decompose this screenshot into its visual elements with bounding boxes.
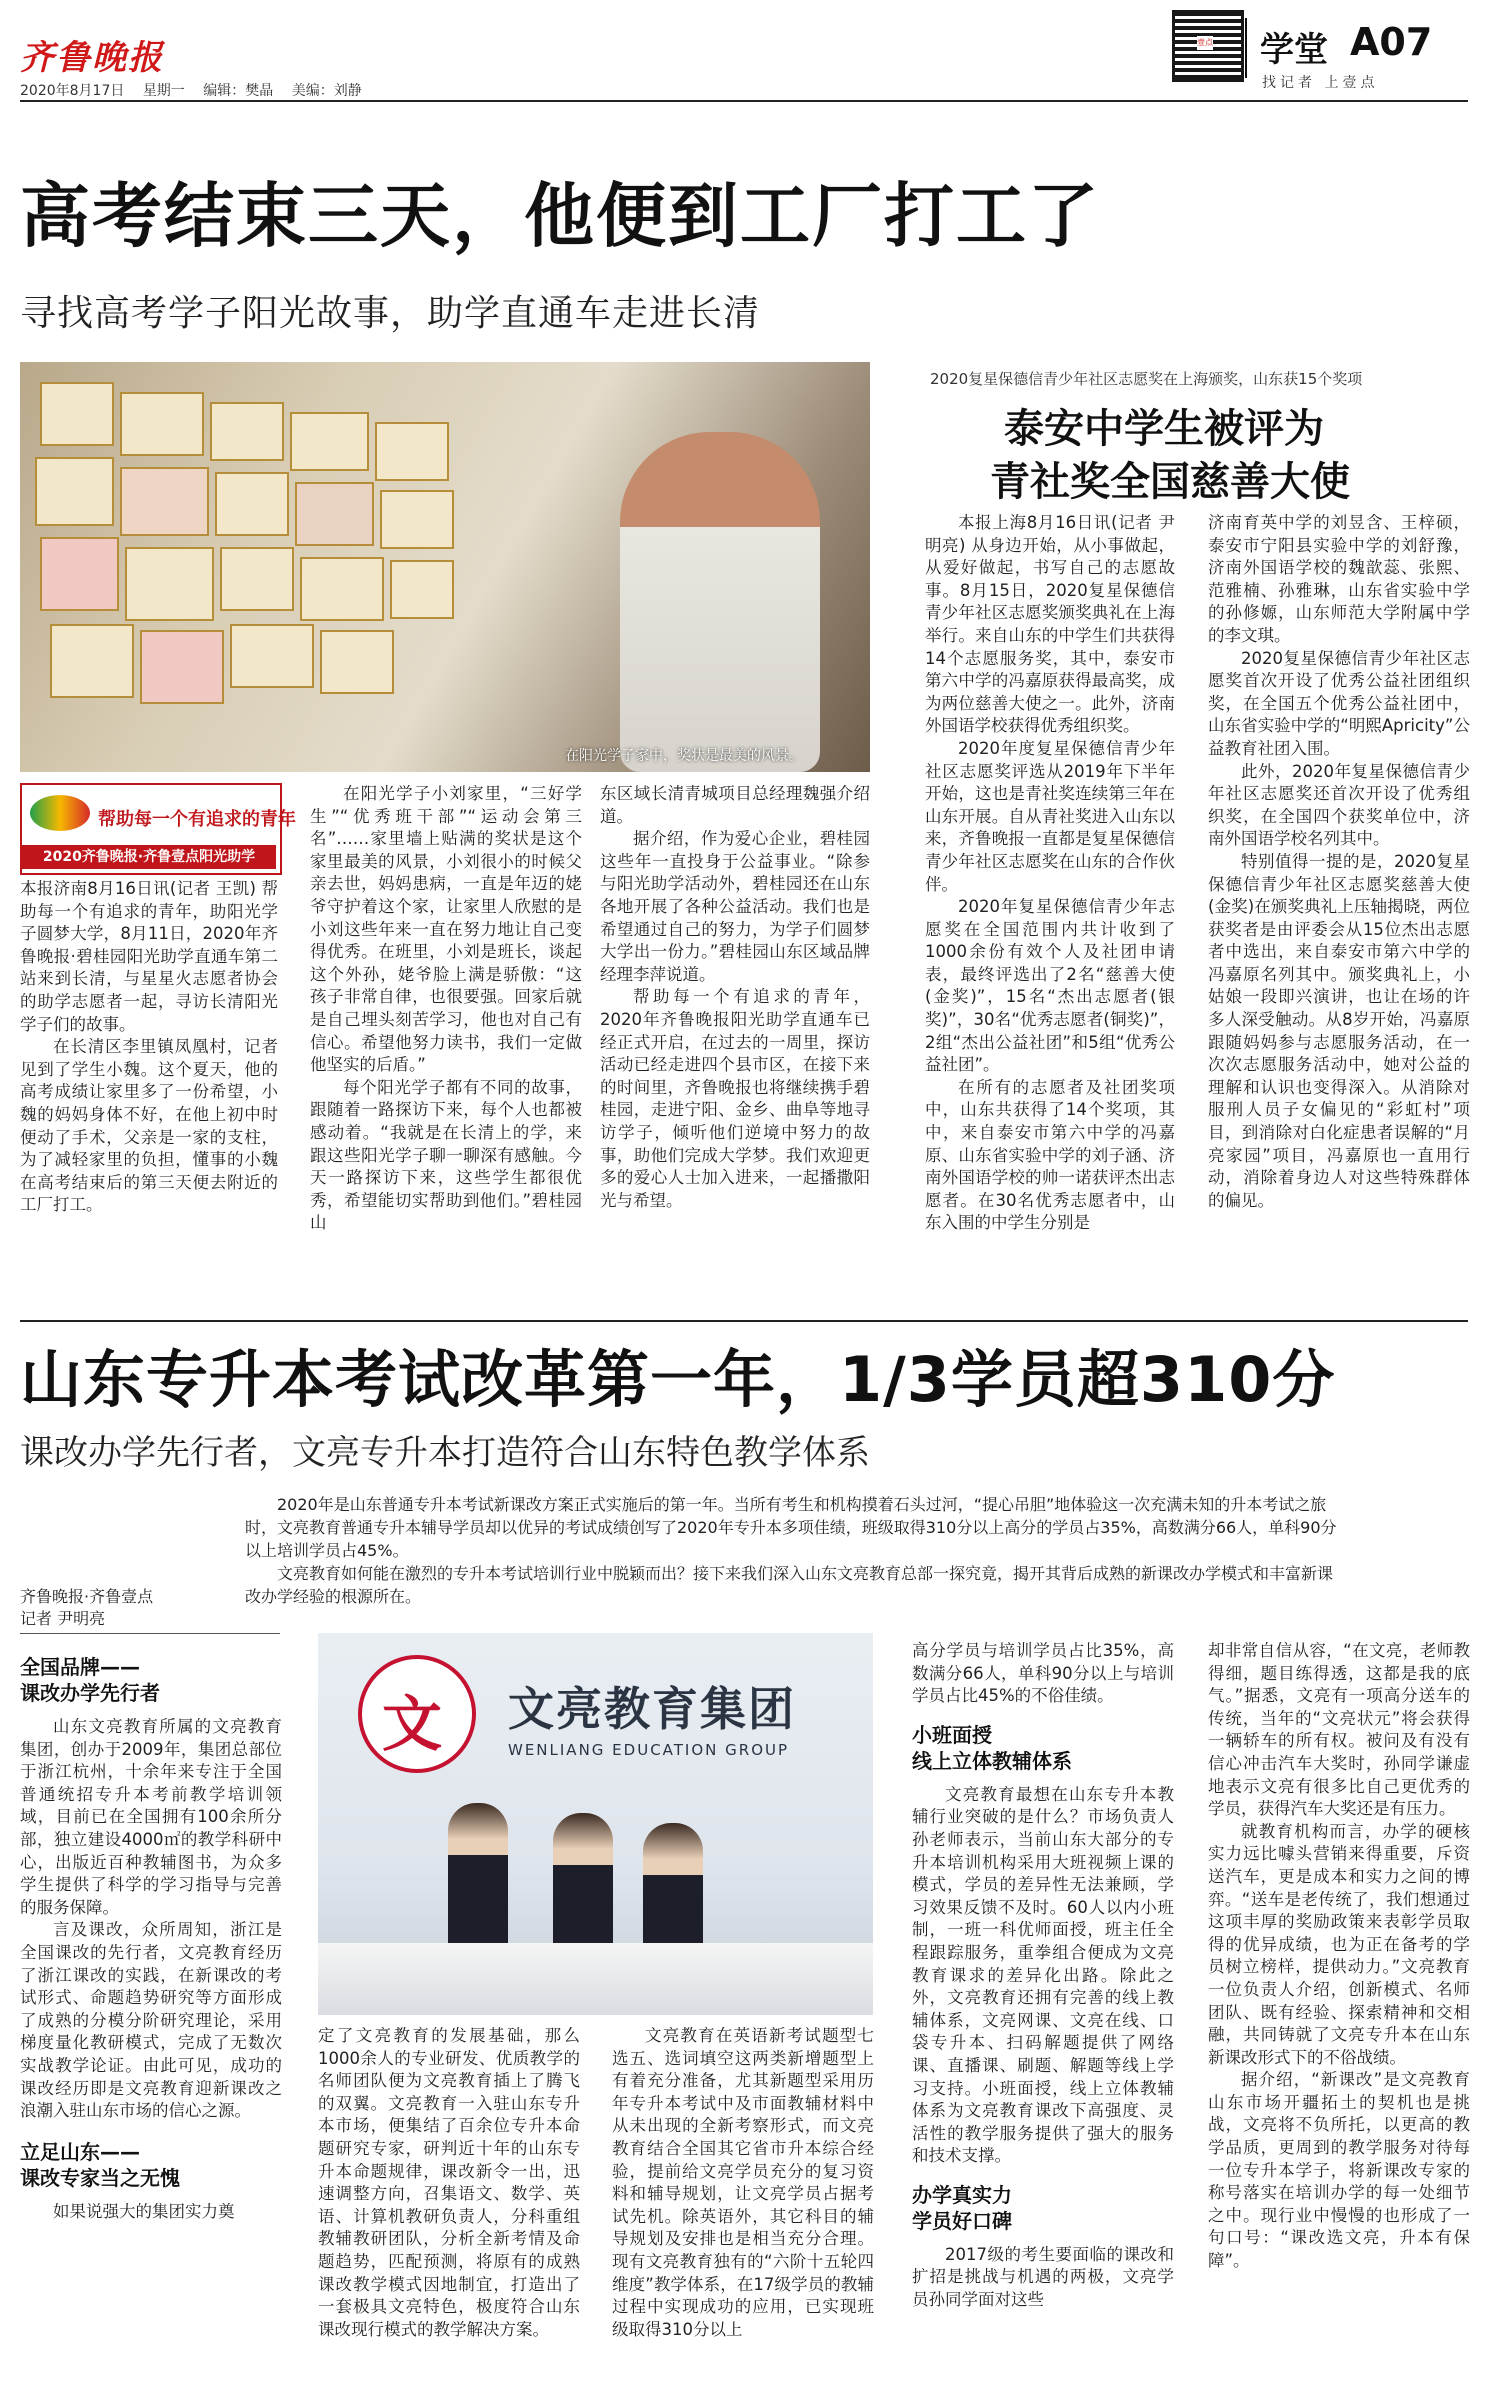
issue-weekday: 星期一 (142, 83, 185, 99)
story3-photo (318, 1633, 873, 2015)
story1-photo-caption: 在阳光学子家中，奖状是最美的风景。 (565, 748, 803, 764)
masthead-divider (1245, 18, 1247, 78)
banner-campaign-name: 2020齐鲁晚报·齐鲁壹点阳光助学 (22, 845, 276, 869)
paragraph: 高分学员与培训学员占比35%，高数满分66人，单科90分以上与培训学员占比45%的不俗佳绩。 (912, 1641, 1174, 1706)
issue-meta (20, 80, 376, 100)
byline-outlet: 齐鲁晚报·齐鲁壹点 (20, 1587, 154, 1606)
paragraph: 据介绍，“新课改”是文亮教育山东市场开疆拓土的契机也是挑战，文亮将不负所托，以更高的教学品质，更周到的教学服务对待每一位专升本学子，将新课改专家的称号落实在培训办学的每一处细节之中。现行业中慢慢的也形成了一句口号：“课改选文亮，升本有保障”。 (1208, 2070, 1470, 2271)
lead-paragraph: 2020年是山东普通专升本考试新课改方案正式实施后的第一年。当所有考生和机构摸着石头过河，“提心吊胆”地体验这一次充满未知的升本考试之旅时，文亮教育普通专升本辅导学员却以优异的考试成绩创写了2020年专升本多项佳绩，班级取得310分以上高分的学员占35%，高数满分66人，单科90分以上培训学员占45%。 (245, 1495, 1337, 1560)
story1-photo (20, 362, 870, 772)
story2-headline-line1: 泰安中学生被评为 (1004, 406, 1324, 452)
subsection-title: 全国品牌—— 课改办学先行者 (20, 1655, 160, 1705)
story2-kicker: 2020复星保德信青少年社区志愿奖在上海颁奖，山东获15个奖项 (930, 370, 1363, 388)
page-number: A07 (1350, 20, 1433, 64)
paragraph: 济南育英中学的刘昱含、王梓硕，泰安市宁阳县实验中学的刘舒豫，济南外国语学校的魏歆蕊、张熙、范雅楠、孙雅琳，山东省实验中学的孙修嫄，山东师范大学附属中学的李文琪。 (1208, 513, 1470, 645)
newspaper-logo: 齐鲁晚报 (20, 38, 164, 78)
story3-column-5 (1208, 1640, 1470, 2273)
paragraph: 却非常自信从容，“在文亮，老师教得细，题目练得透，这都是我的底气。”据悉，文亮有一项高分送车的传统，当年的“文亮状元”将会获得一辆轿车的所有权。被问及有没有信心冲击汽车大奖时，孙同学谦虚地表示文亮有很多比自己更优秀的学员，获得汽车大奖还是有压力。 (1208, 1641, 1470, 1819)
paragraph: 在所有的志愿者及社团奖项中，山东共获得了14个奖项，其中，来自泰安市第六中学的冯嘉原、山东省实验中学的刘子涵、济南外国语学校的帅一诺获评杰出志愿者。在30名优秀志愿者中，山东入围的中学生分别是 (925, 1077, 1175, 1233)
paragraph: 在长清区李里镇凤凰村，记者见到了学生小魏。这个夏天，他的高考成绩让家里多了一份希望，小魏的妈妈身体不好，在他上初中时便动了手术，父亲是一家的支柱，为了减轻家里的负担，懂事的小魏在高考结束后的第三天便去附近的工厂打工。 (20, 1037, 278, 1215)
issue-designer: 美编：刘静 (291, 83, 362, 99)
issue-editor: 编辑：樊晶 (203, 83, 274, 99)
story3-column-1 (20, 1648, 282, 2223)
paragraph: 文亮教育在英语新考试题型七选五、选词填空这两类新增题型上有着充分准备，尤其新题型采用历年专升本考试中及市面教辅材料中从未出现的全新考察形式，而文亮教育结合全国其它省市升本综合经验，提前给文亮学员充分的复习资料和辅导规划，让文亮学员占据考试先机。除英语外，其它科目的辅导规划及安排也是相当充分合理。现有文亮教育独有的“六阶十五轮四维度”教学体系，在17级学员的教辅过程中实现成功的应用，已实现班级取得310分以上 (612, 2026, 874, 2339)
story3-column-3 (612, 2025, 874, 2341)
paragraph: 就教育机构而言，办学的硬核实力远比噱头营销来得重要，斥资送汽车，更是成本和实力之间的博弈。“送车是老传统了，我们想通过这项丰厚的奖励政策来表彰学员取得的优异成绩，也为正在备考的学员树立榜样，提供动力。”文亮教育一位负责人介绍，创新模式、名师团队、既有经验、探索精神和交相融，共同铸就了文亮专升本在山东新课改形式下的不俗战绩。 (1208, 1821, 1470, 2067)
story3-subhead: 课改办学先行者，文亮专升本打造符合山东特色教学体系 (20, 1433, 870, 1473)
photo-brand-english: WENLIANG EDUCATION GROUP (508, 1741, 790, 1759)
paragraph: 每个阳光学子都有不同的故事，跟随着一路探访下来，每个人也都被感动着。“我就是在长清上的学，来跟这些阳光学子聊一聊深有感触。今天一路探访下来，这些学生都很优秀，希望能切实帮助到他们。”碧桂园山 (310, 1077, 582, 1233)
photo-brand-name: 文亮教育集团 (508, 1682, 796, 1736)
logo-character: 文 (382, 1690, 442, 1760)
subsection-title: 小班面授 线上立体教辅体系 (912, 1722, 1072, 1773)
issue-date: 2020年8月17日 (20, 83, 125, 99)
story1-column-1 (20, 878, 278, 1217)
story1-column-3 (600, 783, 870, 1212)
story1-subhead: 寻找高考学子阳光故事，助学直通车走进长清 (20, 293, 761, 334)
paragraph: 东区域长清青城项目总经理魏强介绍道。 (600, 784, 870, 826)
paragraph: 特别值得一提的是，2020复星保德信青少年社区志愿奖慈善大使(金奖)在颁奖典礼上压轴揭晓，两位获奖者是由评委会从15位杰出志愿者中选出，来自泰安市第六中学的冯嘉原名列其中。颁奖典礼上，小姑娘一段即兴演讲，也让在场的许多人深受触动。从8岁开始，冯嘉原跟随妈妈参与志愿服务活动，在一次次志愿服务活动中，她对公益的理解和认识也变得深入。从消除对服刑人员子女偏见的“彩虹村”项目，到消除对白化症患者误解的“月亮家园”项目，冯嘉原也一直用行动，消除着身边人对这些特殊群体的偏见。 (1208, 851, 1470, 1210)
paragraph: 2020年度复星保德信青少年社区志愿奖评选从2019年下半年开始，这也是青社奖连续第三年在山东开展。自从青社奖进入山东以来，齐鲁晚报一直都是复星保德信青少年社区志愿奖在山东的合作伙伴。 (925, 738, 1175, 894)
sponsor-logo-icon (30, 795, 90, 831)
story3-column-4 (912, 1640, 1174, 2312)
paragraph: 2020年复星保德信青少年志愿奖在全国范围内共计收到了1000余份有效个人及社团申请表，最终评选出了2名“慈善大使(金奖)”，15名“杰出志愿者(银奖)”，30名“优秀志愿者(铜奖)”，2组“杰出公益社团”和5组“优秀公益社团”。 (925, 897, 1175, 1075)
section-divider (20, 1320, 1468, 1322)
section-tagline: 找记者 上壹点 (1262, 75, 1379, 91)
paragraph: 言及课改，众所周知，浙江是全国课改的先行者，文亮教育经历了浙江课改的实践，在新课改的考试形式、命题趋势研究等方面形成了成熟的分模分阶研究理论，采用梯度量化教研模式，完成了无数次实战教学论证。由此可见，成功的课改经历即是文亮教育迎新课改之浪潮入驻山东市场的信心之源。 (20, 1920, 282, 2121)
paragraph: 山东文亮教育所属的文亮教育集团，创办于2009年，集团总部位于浙江杭州，十余年来专注于全国普通统招专升本考前教学培训领域，目前已在全国拥有100余所分部，独立建设4000㎡的教学科研中心，出版近百种教辅图书，为众多学生提供了科学的学习指导与完善的服务保障。 (20, 1717, 282, 1917)
story1-column-2 (310, 783, 582, 1235)
paragraph: 2020复星保德信青少年社区志愿奖首次开设了优秀公益社团组织奖，在全国五个优秀公益社团中，山东省实验中学的“明熙Apricity”公益教育社团入围。 (1208, 648, 1470, 758)
story3-lead (245, 1493, 1345, 1608)
paragraph: 文亮教育最想在山东专升本教辅行业突破的是什么？市场负责人孙老师表示，当前山东大部分的专升本培训机构采用大班视频上课的模式，学员的差异性无法兼顾，学习效果反馈不及时。60人以内小班制，一班一科优师面授，班主任全程跟踪服务，重拳组合便成为文亮教育课求的差异化出路。除此之外，文亮教育还拥有完善的线上教辅体系，文亮网课、文亮在线、口袋专升本、扫码解题提供了网络课、直播课、刷题、解题等线上学习支持。小班面授，线上立体教辅体系为文亮教育课改下高强度、灵活性的教学服务提供了强大的服务和技术支撑。 (912, 1784, 1174, 2166)
paragraph: 据介绍，作为爱心企业，碧桂园这些年一直投身于公益事业。“除参与阳光助学活动外，碧桂园还在山东各地开展了各种公益活动。我们也是希望通过自己的努力，为学子们圆梦大学出一份力。”碧桂园山东区域品牌经理李萍说道。 (600, 829, 870, 984)
byline-reporter: 记者 尹明亮 (20, 1609, 106, 1628)
paragraph: 2017级的考生要面临的课改和扩招是挑战与机遇的两极，文亮学员孙同学面对这些 (912, 2244, 1174, 2310)
paragraph: 此外，2020年复星保德信青少年社区志愿奖还首次开设了优秀组织奖，在全国四个获奖单位中，济南外国语学校名列其中。 (1208, 761, 1470, 849)
section-name: 学堂 (1260, 30, 1328, 70)
story3-headline: 山东专升本考试改革第一年，1/3学员超310分 (20, 1343, 1336, 1416)
paragraph: 在阳光学子小刘家里，“三好学生”“优秀班干部”“运动会第三名”……家里墙上贴满的奖状是这个家里最美的风景，小刘很小的时候父亲去世，妈妈患病，一直是年迈的姥爷守护着这个家，让家里人欣慰的是小刘这些年来一直在努力地让自己变得优秀。在班里，小刘是班长，谈起这个外孙，姥爷脸上满是骄傲：“这孩子非常自律，也很要强。回家后就是自己埋头刻苦学习，他也对自己有信心。希望他努力读书，我们一定做他坚实的后盾。” (310, 784, 582, 1075)
banner-slogan: 帮助每一个有追求的青年 (98, 809, 296, 830)
paragraph: 定了文亮教育的发展基础，那么1000余人的专业研发、优质教学的名师团队便为文亮教育插上了腾飞的双翼。文亮教育一入驻山东专升本市场，便集结了百余位专升本命题研究专家，研判近十年的山东专升本命题规律，课改新令一出，迅速调整方向，召集语文、数学、英语、计算机教研负责人，分科重组教辅教研团队，分析全新考情及命题趋势，匹配预测，将原有的成熟课改教学模式因地制宜，打造出了一套极具文亮特色，极度符合山东课改现行模式的教学解决方案。 (318, 2026, 580, 2339)
story3-byline (20, 1586, 153, 1630)
byline-rule (20, 1633, 280, 1634)
paragraph: 如果说强大的集团实力奠 (53, 2201, 235, 2221)
paragraph: 本报济南8月16日讯(记者 王凯) 帮助每一个有追求的青年，助阳光学子圆梦大学，8月11日，2020年齐鲁晚报·碧桂园阳光助学直通车第二站来到长清，与星星火志愿者协会的助学志愿者一起，寻访长清阳光学子们的故事。 (20, 879, 278, 1034)
subsection-title: 立足山东—— 课改专家当之无愧 (20, 2139, 180, 2190)
qr-center-label: 壹点 (1197, 36, 1213, 50)
paragraph: 帮助每一个有追求的青年，2020年齐鲁晚报阳光助学直通车已经正式开启，在过去的一周里，探访活动已经走进四个县市区，在接下来的时间里，齐鲁晚报也将继续携手碧桂园，走进宁阳、金乡、曲阜等地寻访学子，倾听他们逆境中努力的故事，助他们完成大学梦。我们欢迎更多的爱心人士加入进来，一起播撒阳光与希望。 (600, 987, 870, 1210)
lead-paragraph: 文亮教育如何能在激烈的专升本考试培训行业中脱颖而出？接下来我们深入山东文亮教育总部一探究竟，揭开其背后成熟的新课改办学模式和丰富新课改办学经验的根源所在。 (245, 1564, 1334, 1606)
top-rule (20, 100, 1468, 102)
story2-headline-line2: 青社奖全国慈善大使 (990, 459, 1350, 505)
story2-column-2 (1208, 512, 1470, 1212)
story3-column-2 (318, 2025, 580, 2341)
story2-column-1 (925, 512, 1175, 1235)
story1-headline: 高考结束三天，他便到工厂打工了 (20, 175, 1100, 257)
paragraph: 本报上海8月16日讯(记者 尹明亮) 从身边开始，从小事做起，从爱好做起，书写自己的志愿故事。8月15日，2020复星保德信青少年社区志愿奖颁奖典礼在上海举行。来自山东的中学生们共获得14个志愿服务奖，其中，泰安市第六中学的冯嘉原获得最高奖，成为两位慈善大使之一。此外，济南外国语学校获得优秀组织奖。 (925, 513, 1175, 736)
subsection-title: 办学真实力 学员好口碑 (912, 2182, 1012, 2233)
